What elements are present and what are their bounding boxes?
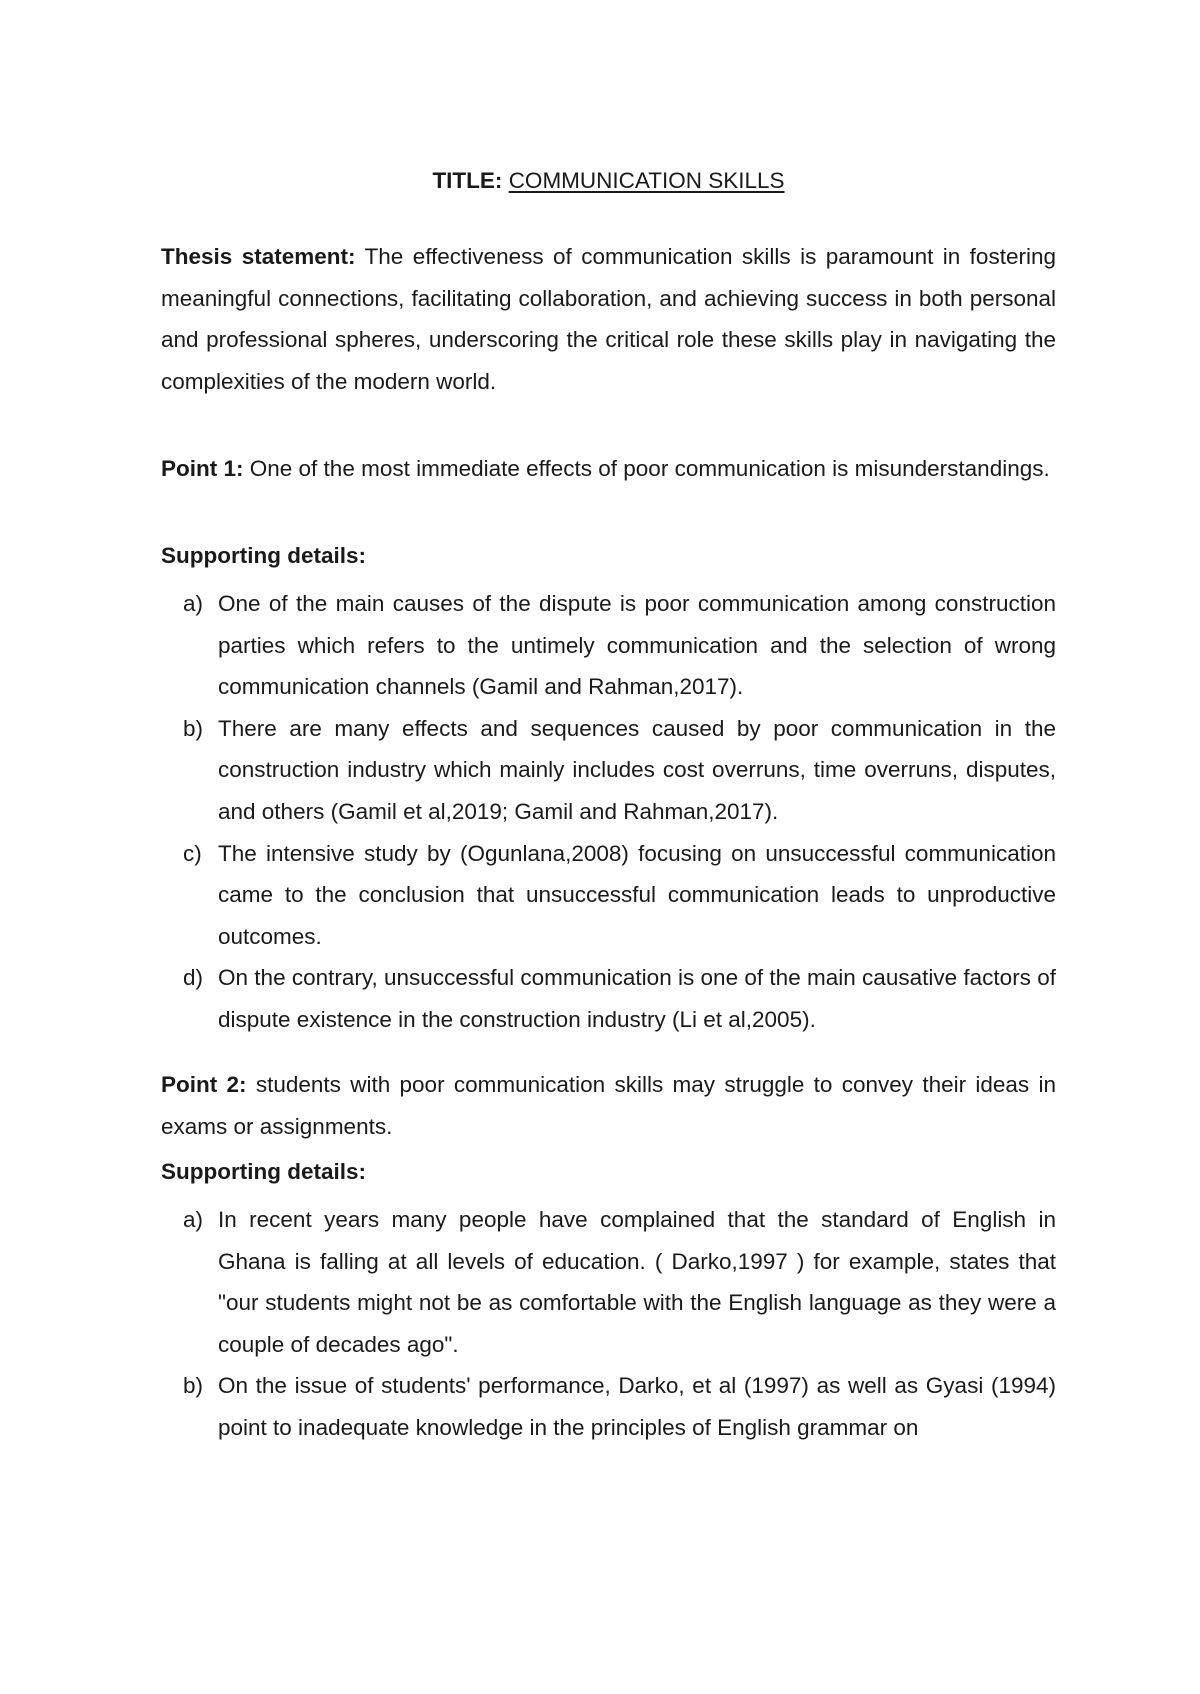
list-marker: d) xyxy=(183,965,204,991)
list-marker: a) xyxy=(183,591,204,616)
thesis-text: The effectiveness of communication skills is paramount in fostering meaningful connections, facilitating collaboration, and achieving success in both personal and professional spheres, underscoring the critical role these skills play in navigating the complexities of the modern world. xyxy=(161,244,1056,394)
list-item-text: There are many effects and sequences caused by poor communication in the construction industry which mainly includes cost overruns, time overruns, disputes, and others (Gamil et al,2019; Gamil and Rahman,2017). xyxy=(218,715,1056,824)
list-marker: b) xyxy=(183,715,204,741)
thesis-label: Thesis statement: xyxy=(161,244,356,269)
point-1-label: Point 1: xyxy=(161,456,244,481)
list-item xyxy=(161,708,1056,833)
point-1-text: One of the most immediate effects of poor communication is misunderstandings. xyxy=(249,456,1050,481)
list-item-text: On the contrary, unsuccessful communication is one of the main causative factors of dispute existence in the construction industry (Li et al,2005). xyxy=(218,965,1056,1032)
title-text: COMMUNICATION SKILLS xyxy=(508,168,785,193)
point-1-supporting-heading: Supporting details: xyxy=(161,543,366,568)
list-marker: b) xyxy=(183,1373,204,1399)
document-title xyxy=(161,160,1056,202)
title-label: TITLE: xyxy=(432,168,503,193)
list-item-text: The intensive study by (Ogunlana,2008) focusing on unsuccessful communication came to the conclusion that unsuccessful communication leads to unproductive outcomes. xyxy=(218,840,1056,949)
point-2-supporting-heading: Supporting details: xyxy=(161,1159,366,1184)
list-marker: c) xyxy=(183,840,202,866)
list-item xyxy=(161,833,1056,958)
point-2-text: students with poor communication skills may struggle to convey their ideas in exams or assignments. xyxy=(161,1072,1056,1139)
point-2-label: Point 2: xyxy=(161,1072,247,1097)
list-item-text: In recent years many people have complained that the standard of English in Ghana is falling at all levels of education. ( Darko,1997 ) for example, states that "our students might not be as comfortable with the English language as they were a couple of decades ago". xyxy=(218,1207,1056,1357)
list-item xyxy=(161,957,1056,1040)
list-marker: a) xyxy=(183,1207,204,1232)
list-item xyxy=(161,1199,1056,1365)
list-item-text: One of the main causes of the dispute is poor communication among construction parties which refers to the untimely communication and the selection of wrong communication channels (Gamil and Rahman,2017). xyxy=(218,591,1056,700)
point-1-paragraph xyxy=(161,448,1056,490)
thesis-paragraph xyxy=(161,236,1056,402)
point-2-supporting-list xyxy=(161,1199,1056,1449)
list-item-text: On the issue of students' performance, Darko, et al (1997) as well as Gyasi (1994) point to inadequate knowledge in the principles of English grammar on xyxy=(218,1373,1056,1440)
list-item xyxy=(161,583,1056,708)
list-item xyxy=(161,1365,1056,1448)
point-1-supporting-list xyxy=(161,583,1056,1041)
point-2-paragraph xyxy=(161,1064,1056,1147)
